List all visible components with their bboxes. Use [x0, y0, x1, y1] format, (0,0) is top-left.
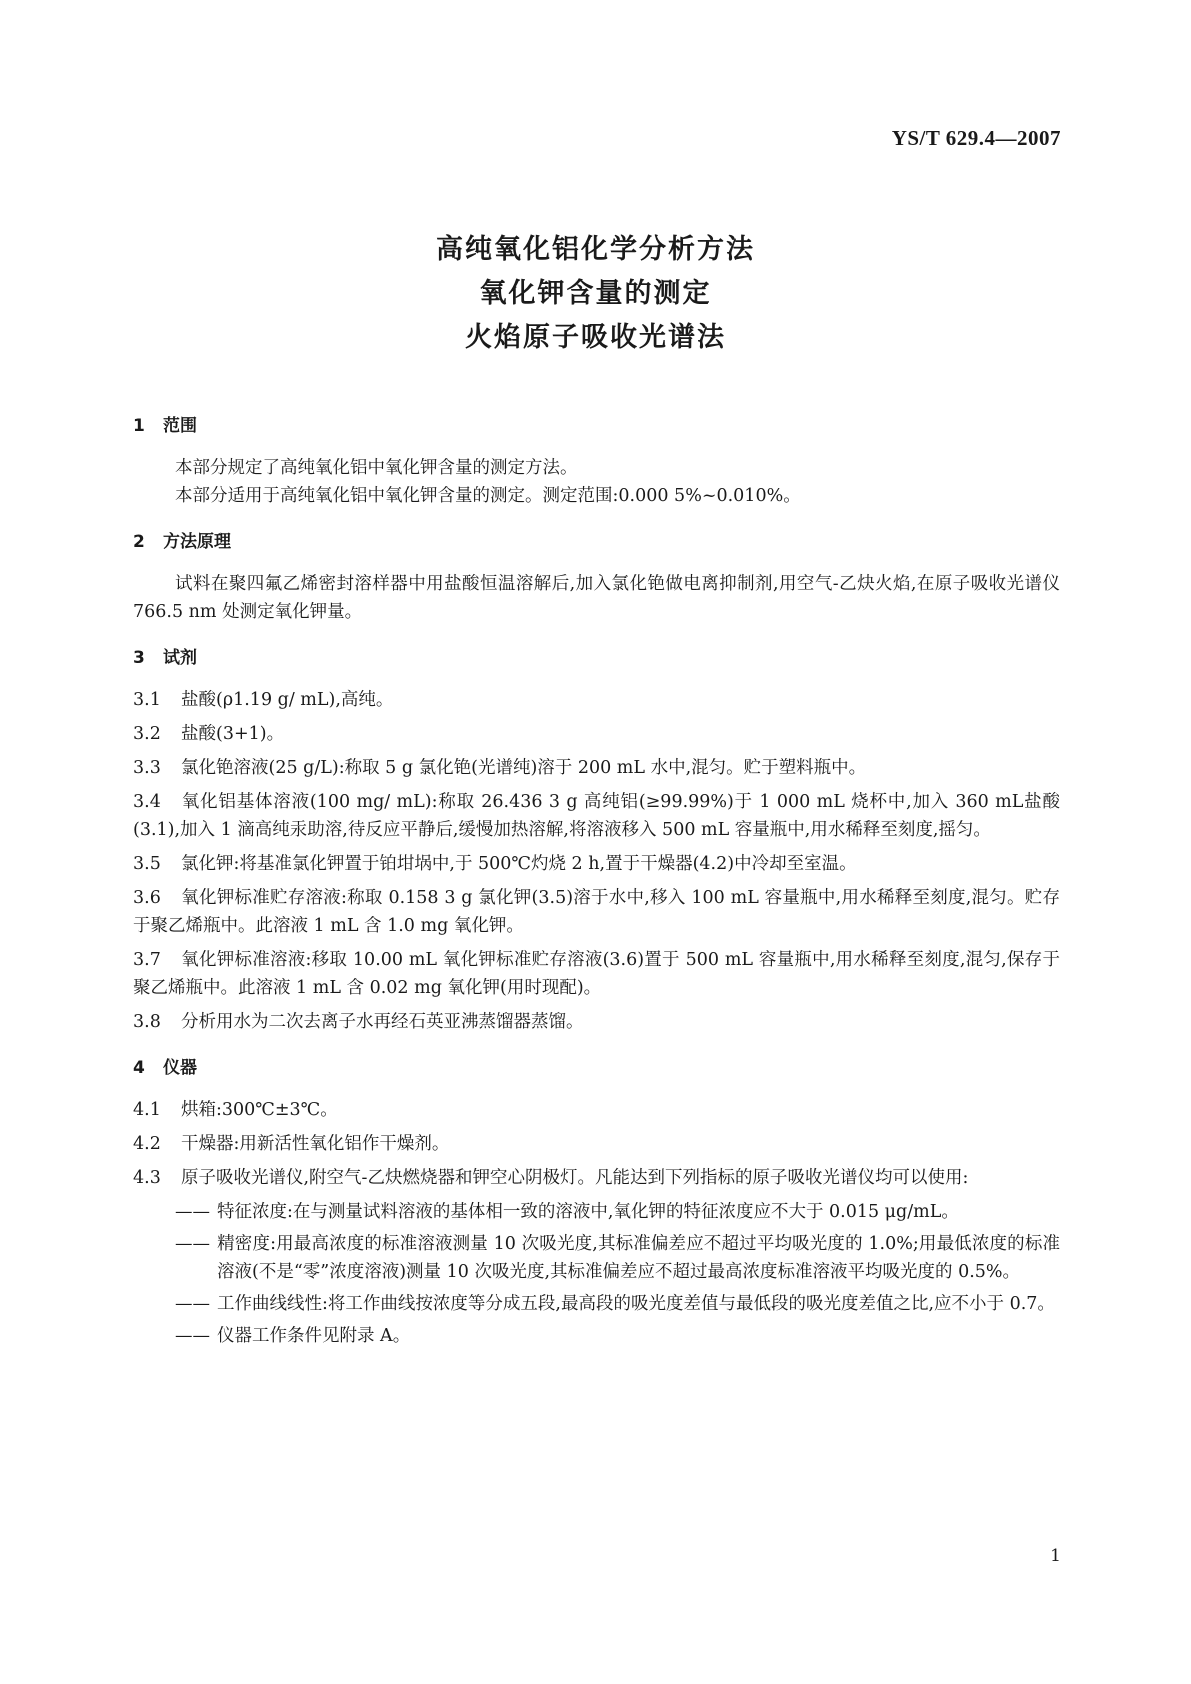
- section-heading: [133, 644, 1060, 672]
- dash-marker: ——: [175, 1234, 210, 1254]
- item-number: 3.6: [133, 888, 161, 908]
- section-title: 试剂: [163, 648, 197, 668]
- title-line-2: 氧化钾含量的测定: [479, 278, 712, 309]
- section-heading: [133, 412, 1060, 440]
- item-number: 3.3: [133, 758, 161, 778]
- dash-list-item: [175, 1198, 1060, 1226]
- page-number: 1: [1050, 1546, 1061, 1566]
- item-text: 干燥器:用新活性氧化铝作干燥剂。: [181, 1134, 450, 1154]
- item-text: 分析用水为二次去离子水再经石英亚沸蒸馏器蒸馏。: [181, 1012, 584, 1032]
- dash-item-text: 精密度:用最高浓度的标准溶液测量 10 次吸光度,其标准偏差应不超过平均吸光度的 1.0%;用最低浓度的标准溶液(不是“零”浓度溶液)测量 10 次吸光度,其标准偏差应不超过最高浓度标准溶液平均吸光度的 0.5%。: [217, 1234, 1060, 1282]
- title-line-1: 高纯氧化铝化学分析方法: [436, 234, 755, 265]
- dash-item-text: 特征浓度:在与测量试料溶液的基体相一致的溶液中,氧化钾的特征浓度应不大于 0.015 μg/mL。: [217, 1202, 959, 1222]
- item-number: 4.1: [133, 1100, 161, 1120]
- section-title: 范围: [163, 416, 197, 436]
- list-item: [133, 884, 1060, 940]
- item-text: 氧化铝基体溶液(100 mg/ mL):称取 26.436 3 g 高纯铝(≥99.99%)于 1 000 mL 烧杯中,加入 360 mL盐酸(3.1),加入 1 滴高纯汞助溶,待反应平静后,缓慢加热溶解,将溶液移入 500 mL 容量瓶中,用水稀释至刻度,摇匀。: [133, 792, 1060, 840]
- item-text: 氯化钾:将基准氯化钾置于铂坩埚中,于 500℃灼烧 2 h,置于干燥器(4.2)中冷却至室温。: [181, 854, 857, 874]
- dash-list-item: [175, 1290, 1060, 1318]
- item-text: 氧化钾标准溶液:移取 10.00 mL 氧化钾标准贮存溶液(3.6)置于 500 mL 容量瓶中,用水稀释至刻度,混匀,保存于聚乙烯瓶中。此溶液 1 mL 含 0.02 mg 氧化钾(用时现配)。: [133, 950, 1060, 998]
- item-text: 盐酸(3+1)。: [181, 724, 285, 744]
- paragraph: 本部分适用于高纯氧化铝中氧化钾含量的测定。测定范围:0.000 5%~0.010%。: [175, 486, 801, 506]
- dash-item-text: 仪器工作条件见附录 A。: [217, 1326, 411, 1346]
- item-number: 4.3: [133, 1168, 161, 1188]
- section-title: 仪器: [163, 1058, 197, 1078]
- item-number: 3.4: [133, 792, 161, 812]
- item-number: 3.7: [133, 950, 161, 970]
- item-number: 3.2: [133, 724, 161, 744]
- item-number: 3.8: [133, 1012, 161, 1032]
- section-apparatus: [133, 1054, 1060, 1350]
- section-number: 2: [133, 532, 145, 552]
- section-number: 1: [133, 416, 145, 436]
- list-item: [133, 1008, 1060, 1036]
- section-heading: [133, 1054, 1060, 1082]
- list-item: [133, 1096, 1060, 1124]
- paragraph: 本部分规定了高纯氧化铝中氧化钾含量的测定方法。: [175, 458, 578, 478]
- list-item: [133, 1164, 1060, 1192]
- document-title: [0, 228, 1191, 360]
- list-item: [133, 788, 1060, 844]
- item-text: 盐酸(ρ1.19 g/ mL),高纯。: [181, 690, 394, 710]
- dash-list-item: [175, 1230, 1060, 1286]
- list-item: [133, 686, 1060, 714]
- list-item: [133, 946, 1060, 1002]
- section-title: 方法原理: [163, 532, 231, 552]
- item-number: 3.1: [133, 690, 161, 710]
- section-principle: [133, 528, 1060, 626]
- item-text: 烘箱:300℃±3℃。: [181, 1100, 338, 1120]
- paragraph: 试料在聚四氟乙烯密封溶样器中用盐酸恒温溶解后,加入氯化铯做电离抑制剂,用空气-乙炔火焰,在原子吸收光谱仪 766.5 nm 处测定氧化钾量。: [133, 574, 1060, 622]
- standard-code: YS/T 629.4—2007: [891, 126, 1061, 150]
- dash-item-text: 工作曲线线性:将工作曲线按浓度等分成五段,最高段的吸光度差值与最低段的吸光度差值之比,应不小于 0.7。: [217, 1294, 1055, 1314]
- list-item: [133, 1130, 1060, 1158]
- item-text: 氧化钾标准贮存溶液:称取 0.158 3 g 氯化钾(3.5)溶于水中,移入 100 mL 容量瓶中,用水稀释至刻度,混匀。贮存于聚乙烯瓶中。此溶液 1 mL 含 1.0 mg 氧化钾。: [133, 888, 1060, 936]
- list-item: [133, 720, 1060, 748]
- item-text: 氯化铯溶液(25 g/L):称取 5 g 氯化铯(光谱纯)溶于 200 mL 水中,混匀。贮于塑料瓶中。: [181, 758, 867, 778]
- list-item: [133, 754, 1060, 782]
- list-item: [133, 850, 1060, 878]
- dash-marker: ——: [175, 1294, 210, 1314]
- item-text: 原子吸收光谱仪,附空气-乙炔燃烧器和钾空心阴极灯。凡能达到下列指标的原子吸收光谱仪均可以使用:: [181, 1168, 969, 1188]
- dash-list-item: [175, 1322, 1060, 1350]
- section-heading: [133, 528, 1060, 556]
- section-number: 4: [133, 1058, 145, 1078]
- document-body: [133, 412, 1060, 1368]
- dash-marker: ——: [175, 1326, 210, 1346]
- item-number: 3.5: [133, 854, 161, 874]
- title-line-3: 火焰原子吸收光谱法: [465, 322, 726, 353]
- item-number: 4.2: [133, 1134, 161, 1154]
- section-reagents: [133, 644, 1060, 1036]
- section-number: 3: [133, 648, 145, 668]
- dash-marker: ——: [175, 1202, 210, 1222]
- section-scope: [133, 412, 1060, 510]
